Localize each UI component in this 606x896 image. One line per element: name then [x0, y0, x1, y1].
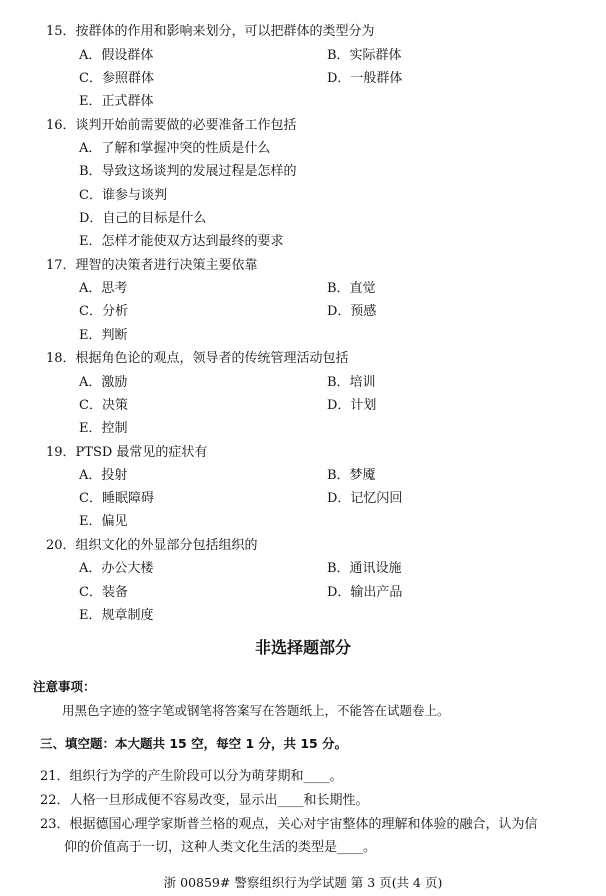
q20-option-c: C．装备: [79, 585, 128, 600]
q15-option-e: E．正式群体: [79, 94, 154, 109]
q16-option-b: B．导致这场谈判的发展过程是怎样的: [79, 164, 297, 179]
q18-option-a: A．激励: [79, 375, 128, 390]
page-footer: 浙 00859# 警察组织行为学试题 第 3 页(共 4 页): [163, 875, 443, 890]
q17-option-b: B．直觉: [327, 281, 376, 296]
q20-option-d: D．输出产品: [327, 585, 403, 600]
q17-option-d: D．预感: [327, 304, 377, 319]
question-22: 22．人格一旦形成便不容易改变，显示出____和长期性。: [40, 793, 369, 808]
q19-option-e: E．偏见: [79, 514, 128, 529]
q19-option-c: C．睡眠障碍: [79, 491, 154, 506]
q18-option-c: C．决策: [79, 398, 128, 413]
q17-option-a: A．思考: [79, 281, 128, 296]
q19-option-b: B．梦魇: [327, 468, 376, 483]
question-23-line-1: 23．根据德国心理学家斯普兰格的观点，关心对宇宙整体的理解和体验的融合，认为信: [40, 817, 538, 832]
q15-option-b: B．实际群体: [327, 48, 402, 63]
q15-option-c: C．参照群体: [79, 71, 154, 86]
q16-option-c: C．谁参与谈判: [79, 188, 167, 203]
q16-option-a: A．了解和掌握冲突的性质是什么: [79, 141, 271, 156]
question-23-line-2: 仰的价值高于一切，这种人类文化生活的类型是____。: [64, 840, 377, 855]
q16-option-e: E．怎样才能使双方达到最终的要求: [79, 234, 284, 249]
q16-option-d: D．自己的目标是什么: [79, 211, 207, 226]
part-heading: 非选择题部分: [254, 638, 351, 657]
q18-option-d: D．计划: [327, 398, 377, 413]
q17-option-c: C．分析: [79, 304, 128, 319]
q20-option-e: E．规章制度: [79, 608, 154, 623]
q18-option-e: E．控制: [79, 421, 128, 436]
q19-option-d: D．记忆闪回: [327, 491, 403, 506]
notice-body: 用黑色字迹的签字笔或钢笔将答案写在答题纸上，不能答在试题卷上。: [62, 703, 450, 718]
question-17-stem: 17．理智的决策者进行决策主要依靠: [46, 258, 258, 273]
question-18-stem: 18．根据角色论的观点，领导者的传统管理活动包括: [46, 351, 349, 366]
question-20-stem: 20．组织文化的外显部分包括组织的: [46, 538, 258, 553]
question-19-stem: 19．PTSD 最常见的症状有: [46, 445, 208, 460]
q20-option-b: B．通讯设施: [327, 561, 402, 576]
question-16-stem: 16．谈判开始前需要做的必要准备工作包括: [46, 118, 297, 133]
q17-option-e: E．判断: [79, 328, 128, 343]
q20-option-a: A．办公大楼: [79, 561, 154, 576]
q19-option-a: A．投射: [79, 468, 128, 483]
notice-title: 注意事项：: [33, 679, 96, 694]
q15-option-a: A．假设群体: [79, 48, 154, 63]
question-15-stem: 15．按群体的作用和影响来划分，可以把群体的类型分为: [46, 24, 375, 39]
q18-option-b: B．培训: [327, 375, 376, 390]
question-21: 21．组织行为学的产生阶段可以分为萌芽期和____。: [40, 769, 343, 784]
q15-option-d: D．一般群体: [327, 71, 403, 86]
section-3-heading: 三、填空题：本大题共 15 空，每空 1 分，共 15 分。: [40, 736, 348, 751]
